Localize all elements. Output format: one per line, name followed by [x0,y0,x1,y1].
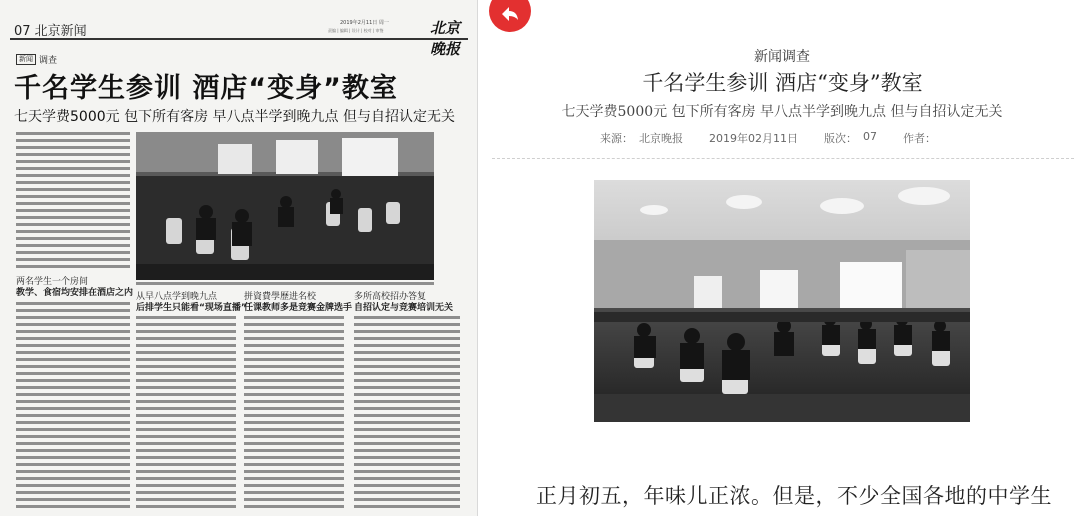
section3-text [244,316,344,512]
newspaper-logo: 北京晚报 [430,19,461,58]
kicker-box: 新闻 [16,54,36,65]
section1-text [16,302,130,512]
section4-sub: 自招认定与竞赛培训无关 [354,303,454,313]
article-photo[interactable] [594,180,970,422]
section1-title: 两名学生一个房间 [16,277,89,287]
source-value: 北京晚报 [639,132,683,145]
section1-heading [16,277,133,299]
section2-title: 从早八点学到晚九点 [136,292,218,302]
article-meta [600,130,942,146]
section3-title: 拼資費學歷进名校 [244,292,317,302]
article-title: 千名学生参训 酒店“变身”教室 [642,71,923,95]
newspaper-subheadline: 七天学费5000元 包下所有客房 早八点半学到晚九点 但与自招认定无关 [14,109,455,125]
section2-heading [136,292,247,314]
newspaper-page [0,0,478,516]
article-date: 2019年02月11日 [709,132,798,145]
section3-sub: 任课教师多是竞赛金牌选手 [244,303,353,313]
back-button[interactable] [489,0,531,32]
section2-text [136,316,236,512]
newspaper-editor-line: 责编 | 编辑 | 设计 | 校对 | 审签 [328,28,384,33]
kicker-text: 调查 [39,56,58,66]
section1-sub: 教学、食宿均安排在酒店之内 [16,288,134,298]
article-first-line: 正月初五，年味儿正浓。但是，不少全国各地的中学生 [536,484,1052,508]
newspaper-date: 2019年2月11日 周一 [340,20,389,26]
page-value: 07 [863,130,877,143]
newspaper-headline: 千名学生参训 酒店“变身”教室 [14,73,398,104]
newspaper-photo [136,132,434,280]
article-subtitle: 七天学费5000元 包下所有客房 早八点半学到晚九点 但与自招认定无关 [561,104,1003,120]
classroom-photo [594,180,970,422]
section4-heading [354,292,453,314]
newspaper-header [10,18,468,58]
page-label: 版次： [824,132,857,145]
section3-heading [244,292,352,314]
newspaper-kicker [16,53,57,66]
classroom-photo-small [136,132,434,280]
author-label: 作者： [903,132,936,145]
photo-caption [136,282,434,286]
newspaper-page-label: 07 北京新闻 [14,24,87,39]
section2-sub: 后排学生只能看“现场直播” [136,303,247,313]
arrow-back-icon [501,6,519,22]
article-column-label: 新闻调查 [754,49,810,65]
section4-title: 多所高校招办答复 [354,292,427,302]
section4-text [354,316,460,512]
source-label: 来源： [600,132,633,145]
newspaper-body-text [16,132,130,272]
divider [492,158,1074,159]
